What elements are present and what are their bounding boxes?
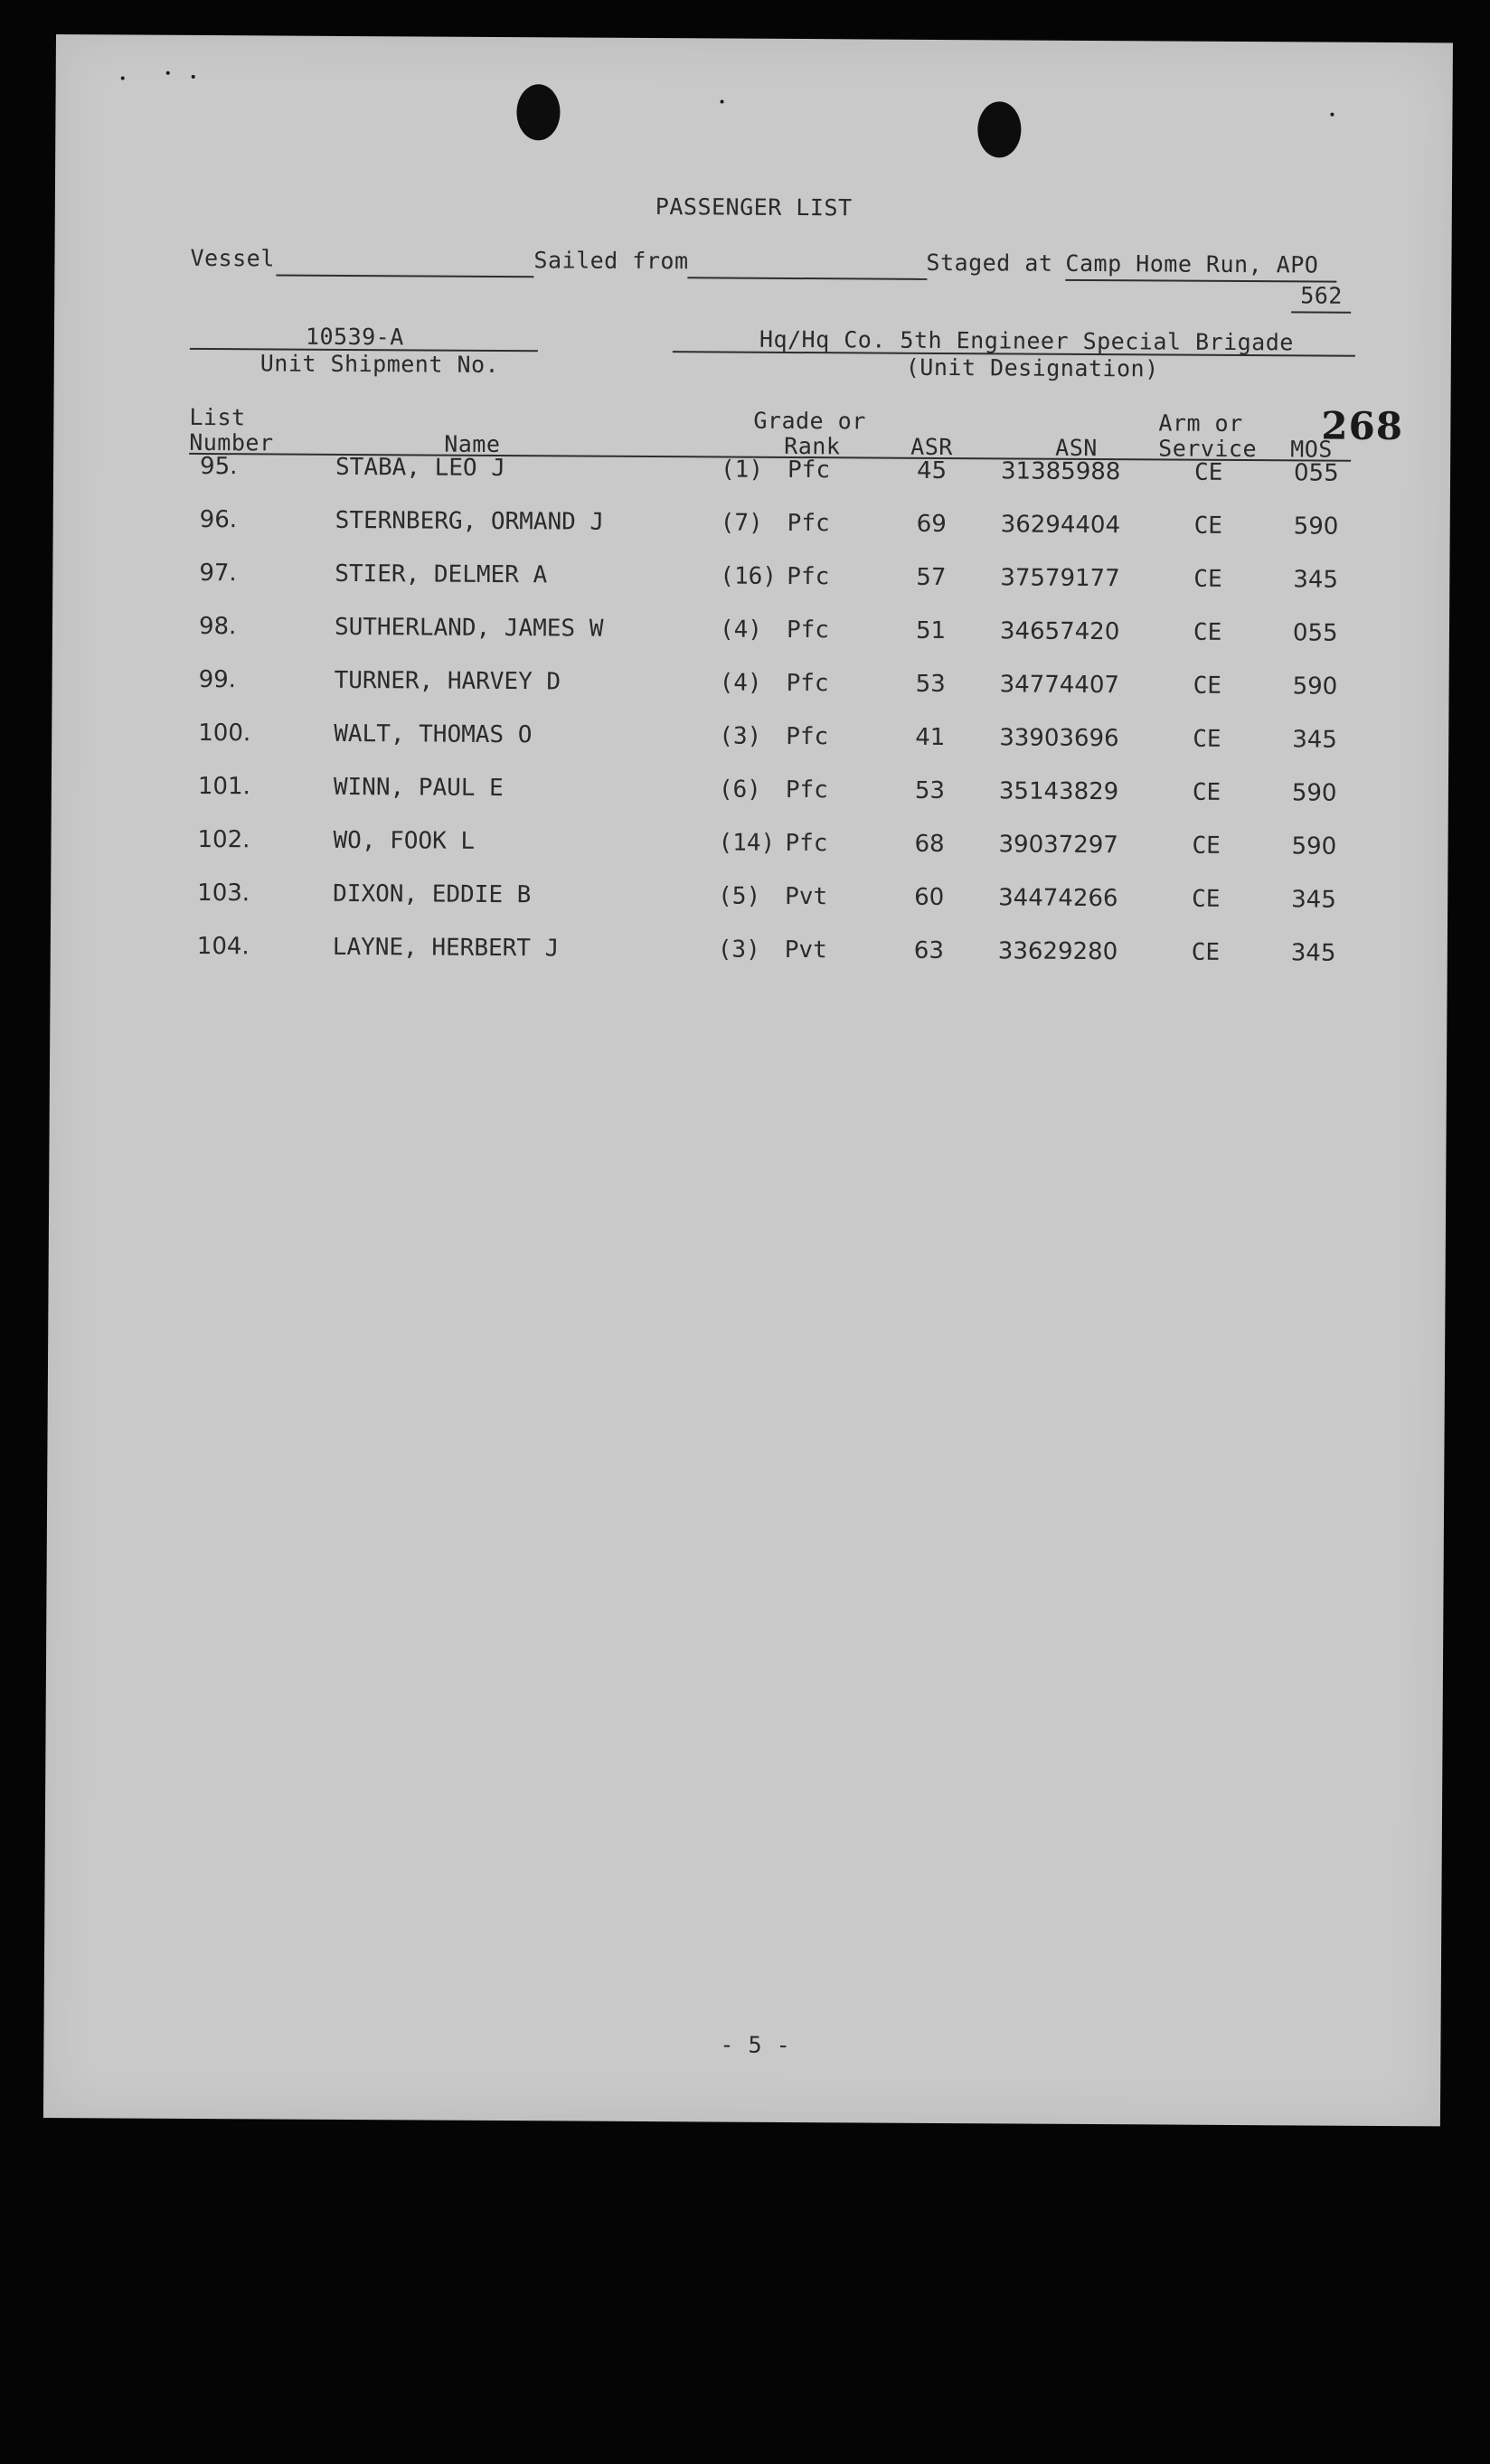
cell-rank: Pfc xyxy=(786,722,829,751)
cell-asn: 35143829 xyxy=(998,777,1119,806)
document-title: PASSENGER LIST xyxy=(655,193,853,221)
cell-mos: 345 xyxy=(1293,566,1339,594)
speck xyxy=(121,76,125,80)
binder-hole-right xyxy=(977,101,1021,157)
cell-mos: 590 xyxy=(1292,672,1338,701)
cell-asr: 57 xyxy=(916,563,947,592)
staged-at-value: Camp Home Run, APO xyxy=(1065,249,1319,278)
cell-rank: Pvt xyxy=(785,882,828,911)
cell-asn: 34474266 xyxy=(998,884,1118,913)
table-row xyxy=(53,505,1450,550)
col-asr-header: ASR xyxy=(910,433,953,461)
cell-asn: 39037297 xyxy=(998,831,1118,860)
cell-asr: 68 xyxy=(914,830,945,859)
unit-shipment-number: 10539-A xyxy=(305,323,404,351)
cell-rank: Pfc xyxy=(787,562,830,591)
cell-asr: 53 xyxy=(915,670,946,699)
cell-code: (16) xyxy=(720,562,778,590)
cell-asr: 53 xyxy=(914,776,946,805)
cell-asn: 33629280 xyxy=(997,937,1118,966)
table-row xyxy=(52,719,1448,763)
table-row xyxy=(53,452,1450,496)
cell-rank: Pfc xyxy=(787,456,831,484)
cell-code: (3) xyxy=(717,936,760,964)
cell-asr: 51 xyxy=(915,616,947,645)
col-name-header: Name xyxy=(444,430,501,458)
cell-asn: 34657420 xyxy=(999,617,1120,646)
cell-arm: CE xyxy=(1193,512,1223,540)
cell-arm: CE xyxy=(1193,565,1222,593)
unit-designation: Hq/Hq Co. 5th Engineer Special Brigade xyxy=(759,325,1294,356)
col-mos-header: MOS xyxy=(1290,436,1333,463)
col-arm-header-2: Service xyxy=(1158,435,1258,463)
vessel-label: Vessel xyxy=(190,244,275,272)
col-grade-header-2: Rank xyxy=(784,432,841,460)
col-list-header-2: Number xyxy=(189,428,274,456)
cell-asn: 36294404 xyxy=(1000,511,1121,540)
cell-num: 102. xyxy=(197,825,250,854)
table-row xyxy=(51,879,1448,923)
cell-num: 99. xyxy=(198,665,237,694)
cell-name: STERNBERG, ORMAND J xyxy=(335,506,605,536)
apo-number: 562 xyxy=(1300,282,1344,309)
speck xyxy=(166,71,170,75)
cell-mos: 590 xyxy=(1291,832,1337,861)
cell-code: (6) xyxy=(718,776,761,804)
cell-num: 98. xyxy=(198,612,237,641)
cell-name: STIER, DELMER A xyxy=(335,560,548,589)
cell-rank: Pfc xyxy=(785,776,828,804)
page-number: - 5 - xyxy=(720,2031,791,2059)
cell-mos: 590 xyxy=(1293,513,1339,541)
cell-rank: Pfc xyxy=(787,509,830,538)
cell-arm: CE xyxy=(1193,458,1223,486)
cell-num: 104. xyxy=(196,932,250,961)
cell-code: (5) xyxy=(718,882,761,910)
cell-num: 100. xyxy=(198,719,251,748)
table-row xyxy=(51,932,1448,976)
speck xyxy=(721,99,724,103)
cell-code: (1) xyxy=(720,456,764,484)
staged-at-underline xyxy=(1065,279,1336,283)
cell-code: (4) xyxy=(719,616,763,644)
cell-asr: 69 xyxy=(916,510,947,539)
cell-mos: 345 xyxy=(1291,886,1336,914)
staged-at-label: Staged at xyxy=(926,249,1053,277)
sailed-from-label: Sailed from xyxy=(533,247,689,275)
table-row xyxy=(51,825,1448,870)
cell-mos: 055 xyxy=(1293,459,1339,487)
cell-code: (4) xyxy=(719,669,762,697)
cell-rank: Pfc xyxy=(786,669,829,698)
cell-asr: 63 xyxy=(913,936,945,965)
cell-arm: CE xyxy=(1192,885,1221,913)
cell-mos: 590 xyxy=(1291,779,1337,807)
cell-arm: CE xyxy=(1193,672,1222,700)
cell-rank: Pvt xyxy=(784,936,827,964)
cell-arm: CE xyxy=(1193,725,1221,753)
cell-num: 96. xyxy=(199,505,238,534)
speck xyxy=(192,75,195,79)
table-row xyxy=(52,772,1448,816)
cell-rank: Pfc xyxy=(786,616,830,644)
cell-arm: CE xyxy=(1192,832,1221,860)
cell-code: (14) xyxy=(718,829,776,857)
cell-asr: 41 xyxy=(915,723,946,752)
cell-name: DIXON, EDDIE B xyxy=(333,879,532,909)
cell-mos: 345 xyxy=(1292,726,1337,754)
cell-asn: 33903696 xyxy=(999,724,1119,753)
binder-hole-left xyxy=(516,84,560,140)
cell-asn: 37579177 xyxy=(1000,564,1120,593)
cell-asn: 34774407 xyxy=(999,671,1120,700)
cell-mos: 055 xyxy=(1292,619,1338,647)
cell-num: 103. xyxy=(197,879,250,908)
cell-name: SUTHERLAND, JAMES W xyxy=(334,613,604,643)
apo-underline xyxy=(1291,311,1351,313)
cell-name: TURNER, HARVEY D xyxy=(334,666,561,696)
cell-asr: 60 xyxy=(914,883,945,912)
cell-arm: CE xyxy=(1193,618,1222,646)
table-row xyxy=(52,559,1449,603)
table-row xyxy=(52,665,1448,710)
cell-rank: Pfc xyxy=(785,829,828,858)
cell-name: WO, FOOK L xyxy=(333,826,476,855)
cell-asn: 31385988 xyxy=(1000,457,1121,486)
cell-name: WALT, THOMAS O xyxy=(334,719,533,749)
col-asn-header: ASN xyxy=(1055,434,1098,462)
cell-code: (7) xyxy=(720,509,763,537)
col-list-header-1: List xyxy=(189,403,246,431)
cell-asr: 45 xyxy=(916,456,948,485)
cell-num: 95. xyxy=(199,452,238,481)
cell-num: 97. xyxy=(199,559,237,588)
cell-code: (3) xyxy=(719,722,762,750)
cell-name: WINN, PAUL E xyxy=(333,773,504,803)
cell-name: STABA, LEO J xyxy=(335,453,506,483)
table-row xyxy=(52,612,1449,656)
cell-mos: 345 xyxy=(1290,939,1336,967)
col-arm-header-1: Arm or xyxy=(1158,409,1243,437)
col-grade-header-1: Grade or xyxy=(753,407,866,435)
unit-shipment-label: Unit Shipment No. xyxy=(259,350,500,379)
stamp-number: 268 xyxy=(1321,403,1404,449)
cell-arm: CE xyxy=(1191,938,1221,966)
document-page xyxy=(43,34,1453,2126)
vessel-blank xyxy=(276,274,533,277)
cell-num: 101. xyxy=(197,772,250,801)
unit-designation-label: (Unit Designation) xyxy=(905,353,1159,382)
cell-name: LAYNE, HERBERT J xyxy=(332,933,560,963)
sailed-from-blank xyxy=(687,277,927,280)
cell-arm: CE xyxy=(1192,778,1221,806)
speck xyxy=(1330,113,1334,117)
